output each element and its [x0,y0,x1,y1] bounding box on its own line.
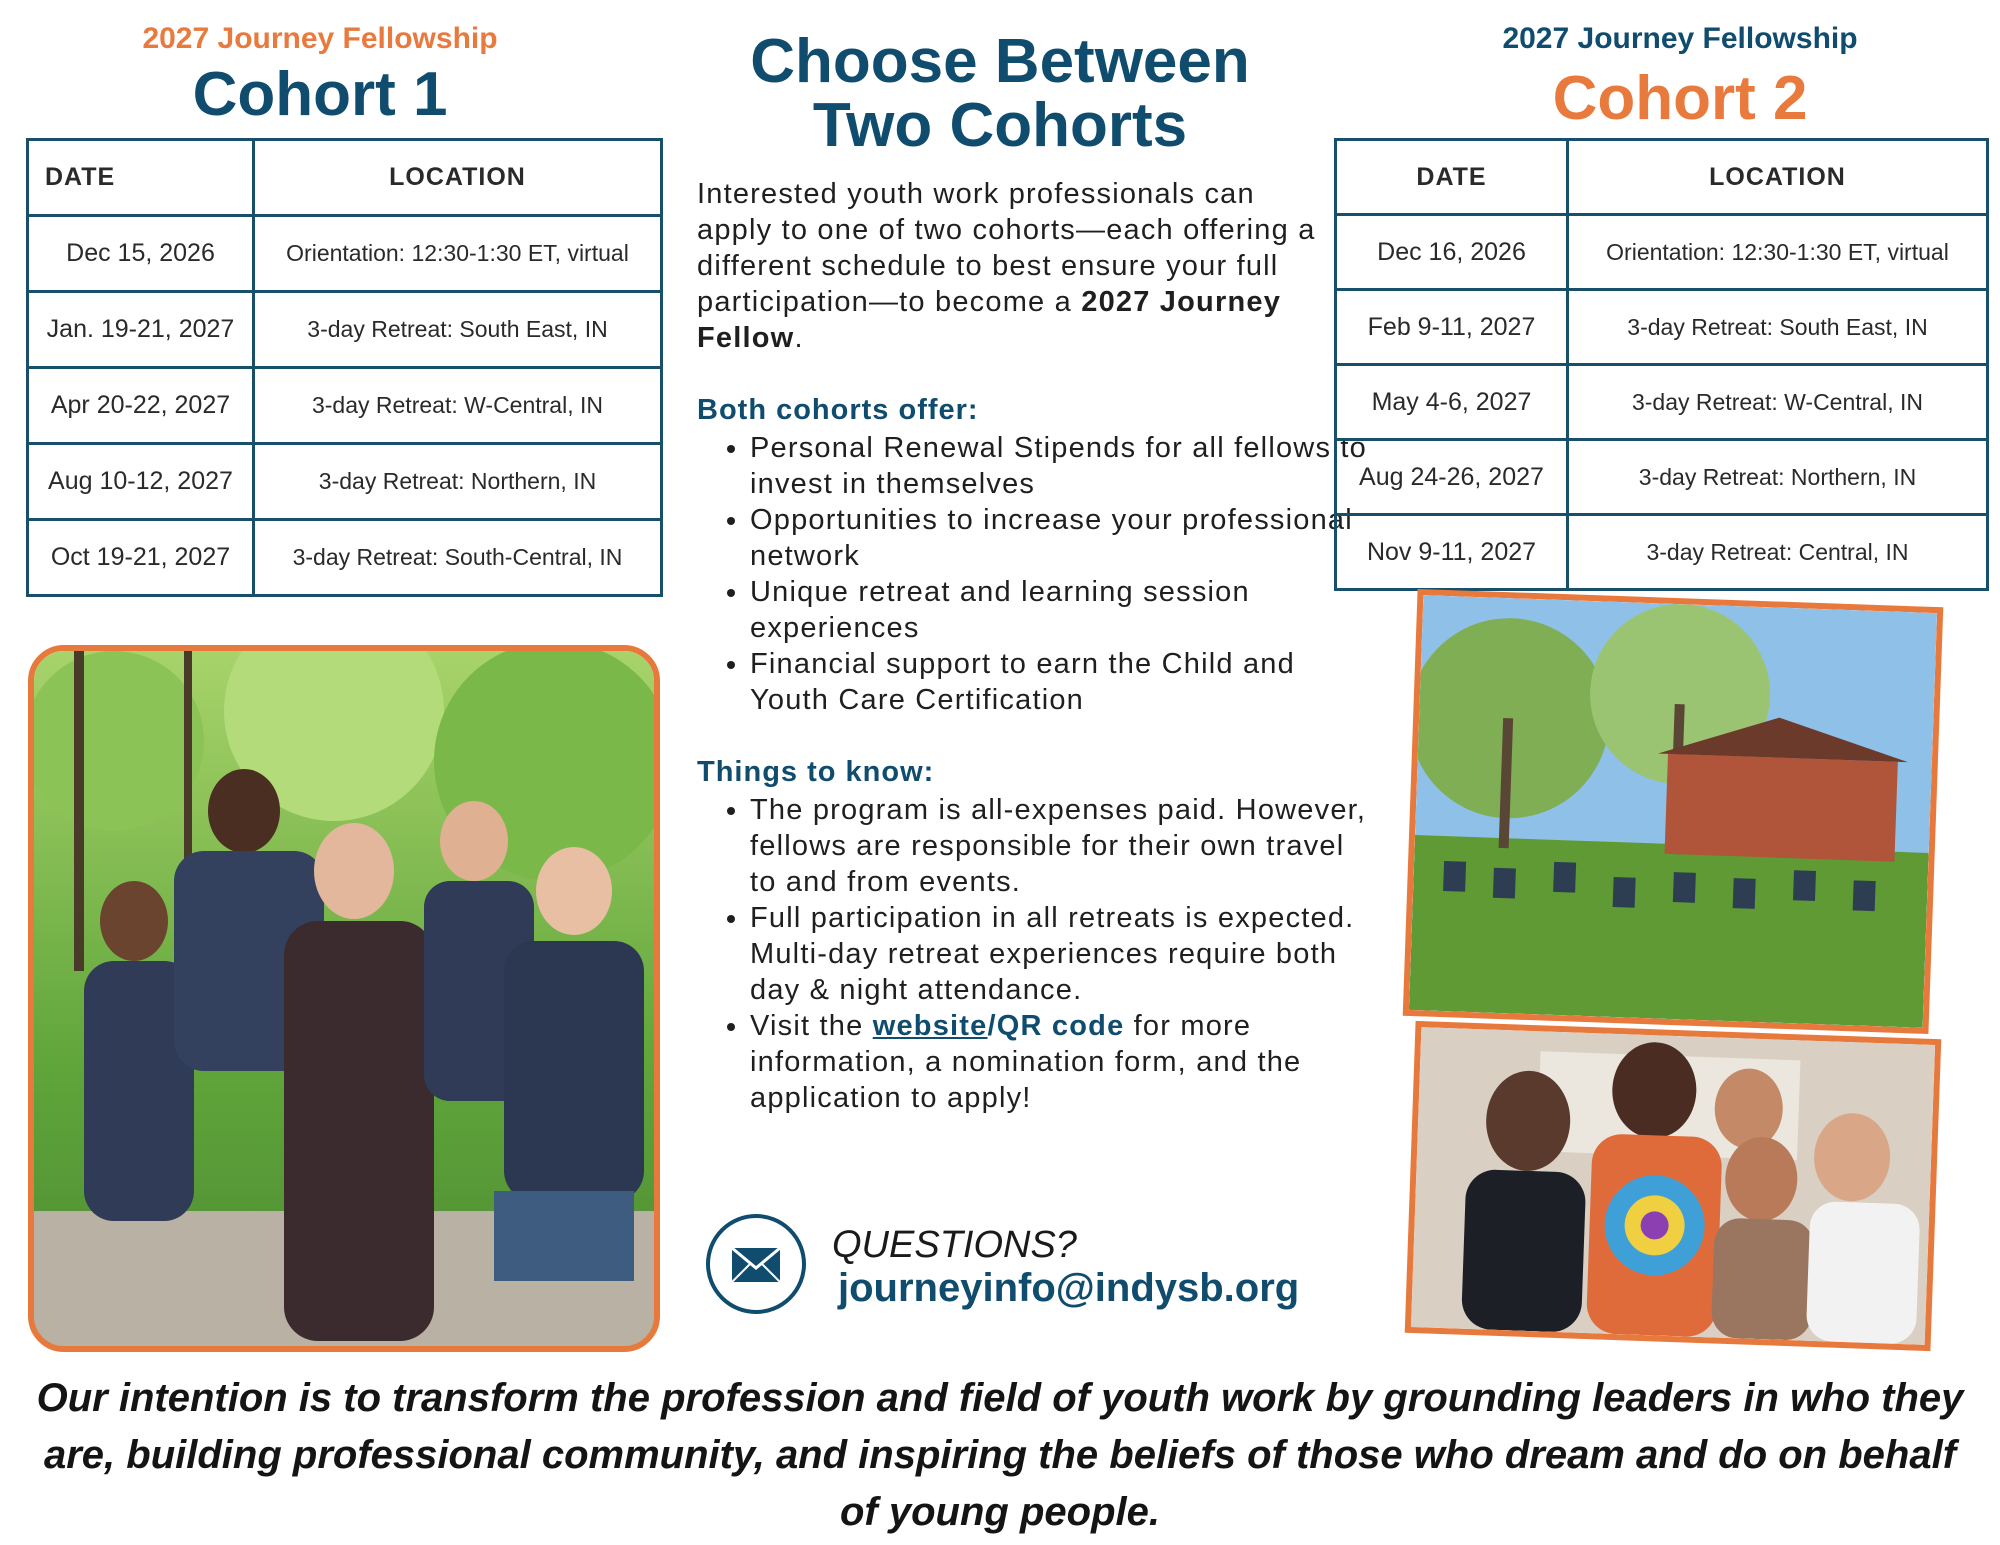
cohort1-title: Cohort 1 [192,60,448,129]
table-header-row [1336,140,1988,215]
location-header: LOCATION [254,140,662,216]
list-item: • The program is all-expenses paid. However, fellows are responsible for their own travel to and from events. [750,792,1370,900]
intro-end: . [794,322,804,354]
list-item: • Opportunities to increase your professional network [750,502,1370,574]
table-row [1336,290,1988,365]
website-link[interactable]: website [872,1010,988,1042]
location-header: LOCATION [1568,140,1988,215]
main-heading-line1: Choose Between [750,27,1250,96]
location-cell: 3-day Retreat: Northern, IN [254,444,662,520]
date-header: DATE [1336,140,1568,215]
location-cell: 3-day Retreat: Northern, IN [1568,440,1988,515]
date-cell: Nov 9-11, 2027 [1336,515,1568,590]
mission-statement: Our intention is to transform the profession and field of youth work by grounding leaders in who they are, building professional community, and inspiring the beliefs of those who dream and do on behalf of young people. [36,1376,1964,1534]
retreat-campus-photo [1403,589,1944,1034]
offers-heading: Both cohorts offer: [697,394,979,426]
date-cell: Apr 20-22, 2027 [28,368,254,444]
group-photo [28,645,660,1352]
visit-slash: / [987,1010,997,1042]
cohort2-schedule-table [1334,138,1989,591]
table-row [1336,365,1988,440]
cohort2-title: Cohort 2 [1552,64,1808,133]
fellows-selfie-photo [1405,1021,1942,1351]
intro-paragraph [697,176,1317,356]
main-heading [690,27,1310,160]
fellows-selfie-illustration [1411,1027,1935,1345]
list-item: • Full participation in all retreats is expected. Multi-day retreat experiences require both day & night attendance. [750,900,1370,1008]
envelope-icon [706,1214,806,1314]
table-row [28,520,662,596]
table-row [1336,215,1988,290]
location-cell: 3-day Retreat: South East, IN [254,292,662,368]
location-cell: 3-day Retreat: W-Central, IN [254,368,662,444]
date-cell: Aug 10-12, 2027 [28,444,254,520]
contact-email-link[interactable]: journeyinfo@indysb.org [838,1266,1300,1310]
intro-bold: 2027 Journey Fellow [697,286,1282,354]
location-cell: Orientation: 12:30-1:30 ET, virtual [254,216,662,292]
location-cell: 3-day Retreat: W-Central, IN [1568,365,1988,440]
intro-text: Interested youth work professionals can apply to one of two cohorts—each offering a different schedule to best ensure your full participation—to become a [697,178,1316,318]
main-heading-line2: Two Cohorts [812,91,1188,160]
location-cell: 3-day Retreat: South East, IN [1568,290,1988,365]
date-cell: Jan. 19-21, 2027 [28,292,254,368]
date-cell: May 4-6, 2027 [1336,365,1568,440]
visit-pre: Visit the [750,1010,873,1042]
list-item: • Financial support to earn the Child and Youth Care Certification [750,646,1370,718]
list-item [750,1008,1370,1116]
visit-post: for more information, a nomination form, and the application to apply! [750,1010,1302,1114]
offers-list [700,430,1370,718]
date-cell: Dec 15, 2026 [28,216,254,292]
location-cell: Orientation: 12:30-1:30 ET, virtual [1568,215,1988,290]
date-header: DATE [28,140,254,216]
things-to-know-list [700,792,1370,1116]
table-header-row [28,140,662,216]
date-cell: Feb 9-11, 2027 [1336,290,1568,365]
qr-code-text: QR code [996,1010,1125,1042]
date-cell: Dec 16, 2026 [1336,215,1568,290]
location-cell: 3-day Retreat: Central, IN [1568,515,1988,590]
date-cell: Oct 19-21, 2027 [28,520,254,596]
date-cell: Aug 24-26, 2027 [1336,440,1568,515]
table-row [28,368,662,444]
list-item: • Personal Renewal Stipends for all fellows to invest in themselves [750,430,1370,502]
retreat-campus-illustration [1409,595,1937,1028]
group-photo-illustration [34,651,654,1346]
table-row [28,444,662,520]
cohort1-schedule-table [26,138,663,597]
table-row [1336,440,1988,515]
cohort1-eyebrow: 2027 Journey Fellowship [142,22,498,55]
table-row [1336,515,1988,590]
location-cell: 3-day Retreat: South-Central, IN [254,520,662,596]
list-item: • Unique retreat and learning session experiences [750,574,1370,646]
questions-label: QUESTIONS? [832,1224,1077,1266]
things-to-know-heading: Things to know: [697,756,935,788]
table-row [28,216,662,292]
table-row [28,292,662,368]
cohort2-eyebrow: 2027 Journey Fellowship [1502,22,1858,55]
